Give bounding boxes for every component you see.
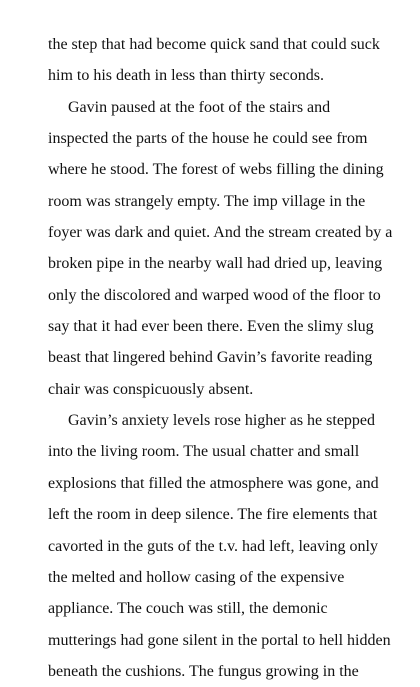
text-line: explosions that filled the atmosphere was gone, and — [48, 474, 379, 492]
text-line: broken pipe in the nearby wall had dried up, leaving — [48, 255, 383, 273]
text-line: where he stood. The forest of webs filling the dining — [48, 161, 384, 179]
text-line-paragraph-start: Gavin’s anxiety levels rose higher as he stepped — [68, 412, 376, 430]
text-line: mutterings had gone silent in the portal to hell hidden — [48, 631, 391, 649]
text-line: the melted and hollow casing of the expensive — [48, 568, 345, 586]
text-line: left the room in deep silence. The fire elements that — [48, 506, 378, 524]
text-line: chair was conspicuously absent. — [48, 380, 254, 398]
text-line: inspected the parts of the house he could see from — [48, 130, 368, 148]
text-line: him to his death in less than thirty seconds. — [48, 67, 324, 85]
text-line: room was strangely empty. The imp village in the — [48, 192, 366, 210]
text-line: appliance. The couch was still, the demonic — [48, 600, 328, 618]
text-line: beneath the cushions. The fungus growing in the — [48, 662, 359, 680]
text-line: only the discolored and warped wood of the floor to — [48, 286, 381, 304]
text-line: the step that had become quick sand that could suck — [48, 36, 380, 53]
text-line: say that it had ever been there. Even the slimy slug — [48, 318, 374, 336]
text-line: cavorted in the guts of the t.v. had left, leaving only — [48, 537, 378, 555]
page-body-text — [48, 29, 396, 687]
text-line-paragraph-start: Gavin paused at the foot of the stairs and — [68, 98, 331, 116]
text-line: into the living room. The usual chatter and small — [48, 443, 360, 461]
text-line: beast that lingered behind Gavin’s favorite reading — [48, 349, 373, 367]
text-line: foyer was dark and quiet. And the stream created by a — [48, 224, 393, 242]
